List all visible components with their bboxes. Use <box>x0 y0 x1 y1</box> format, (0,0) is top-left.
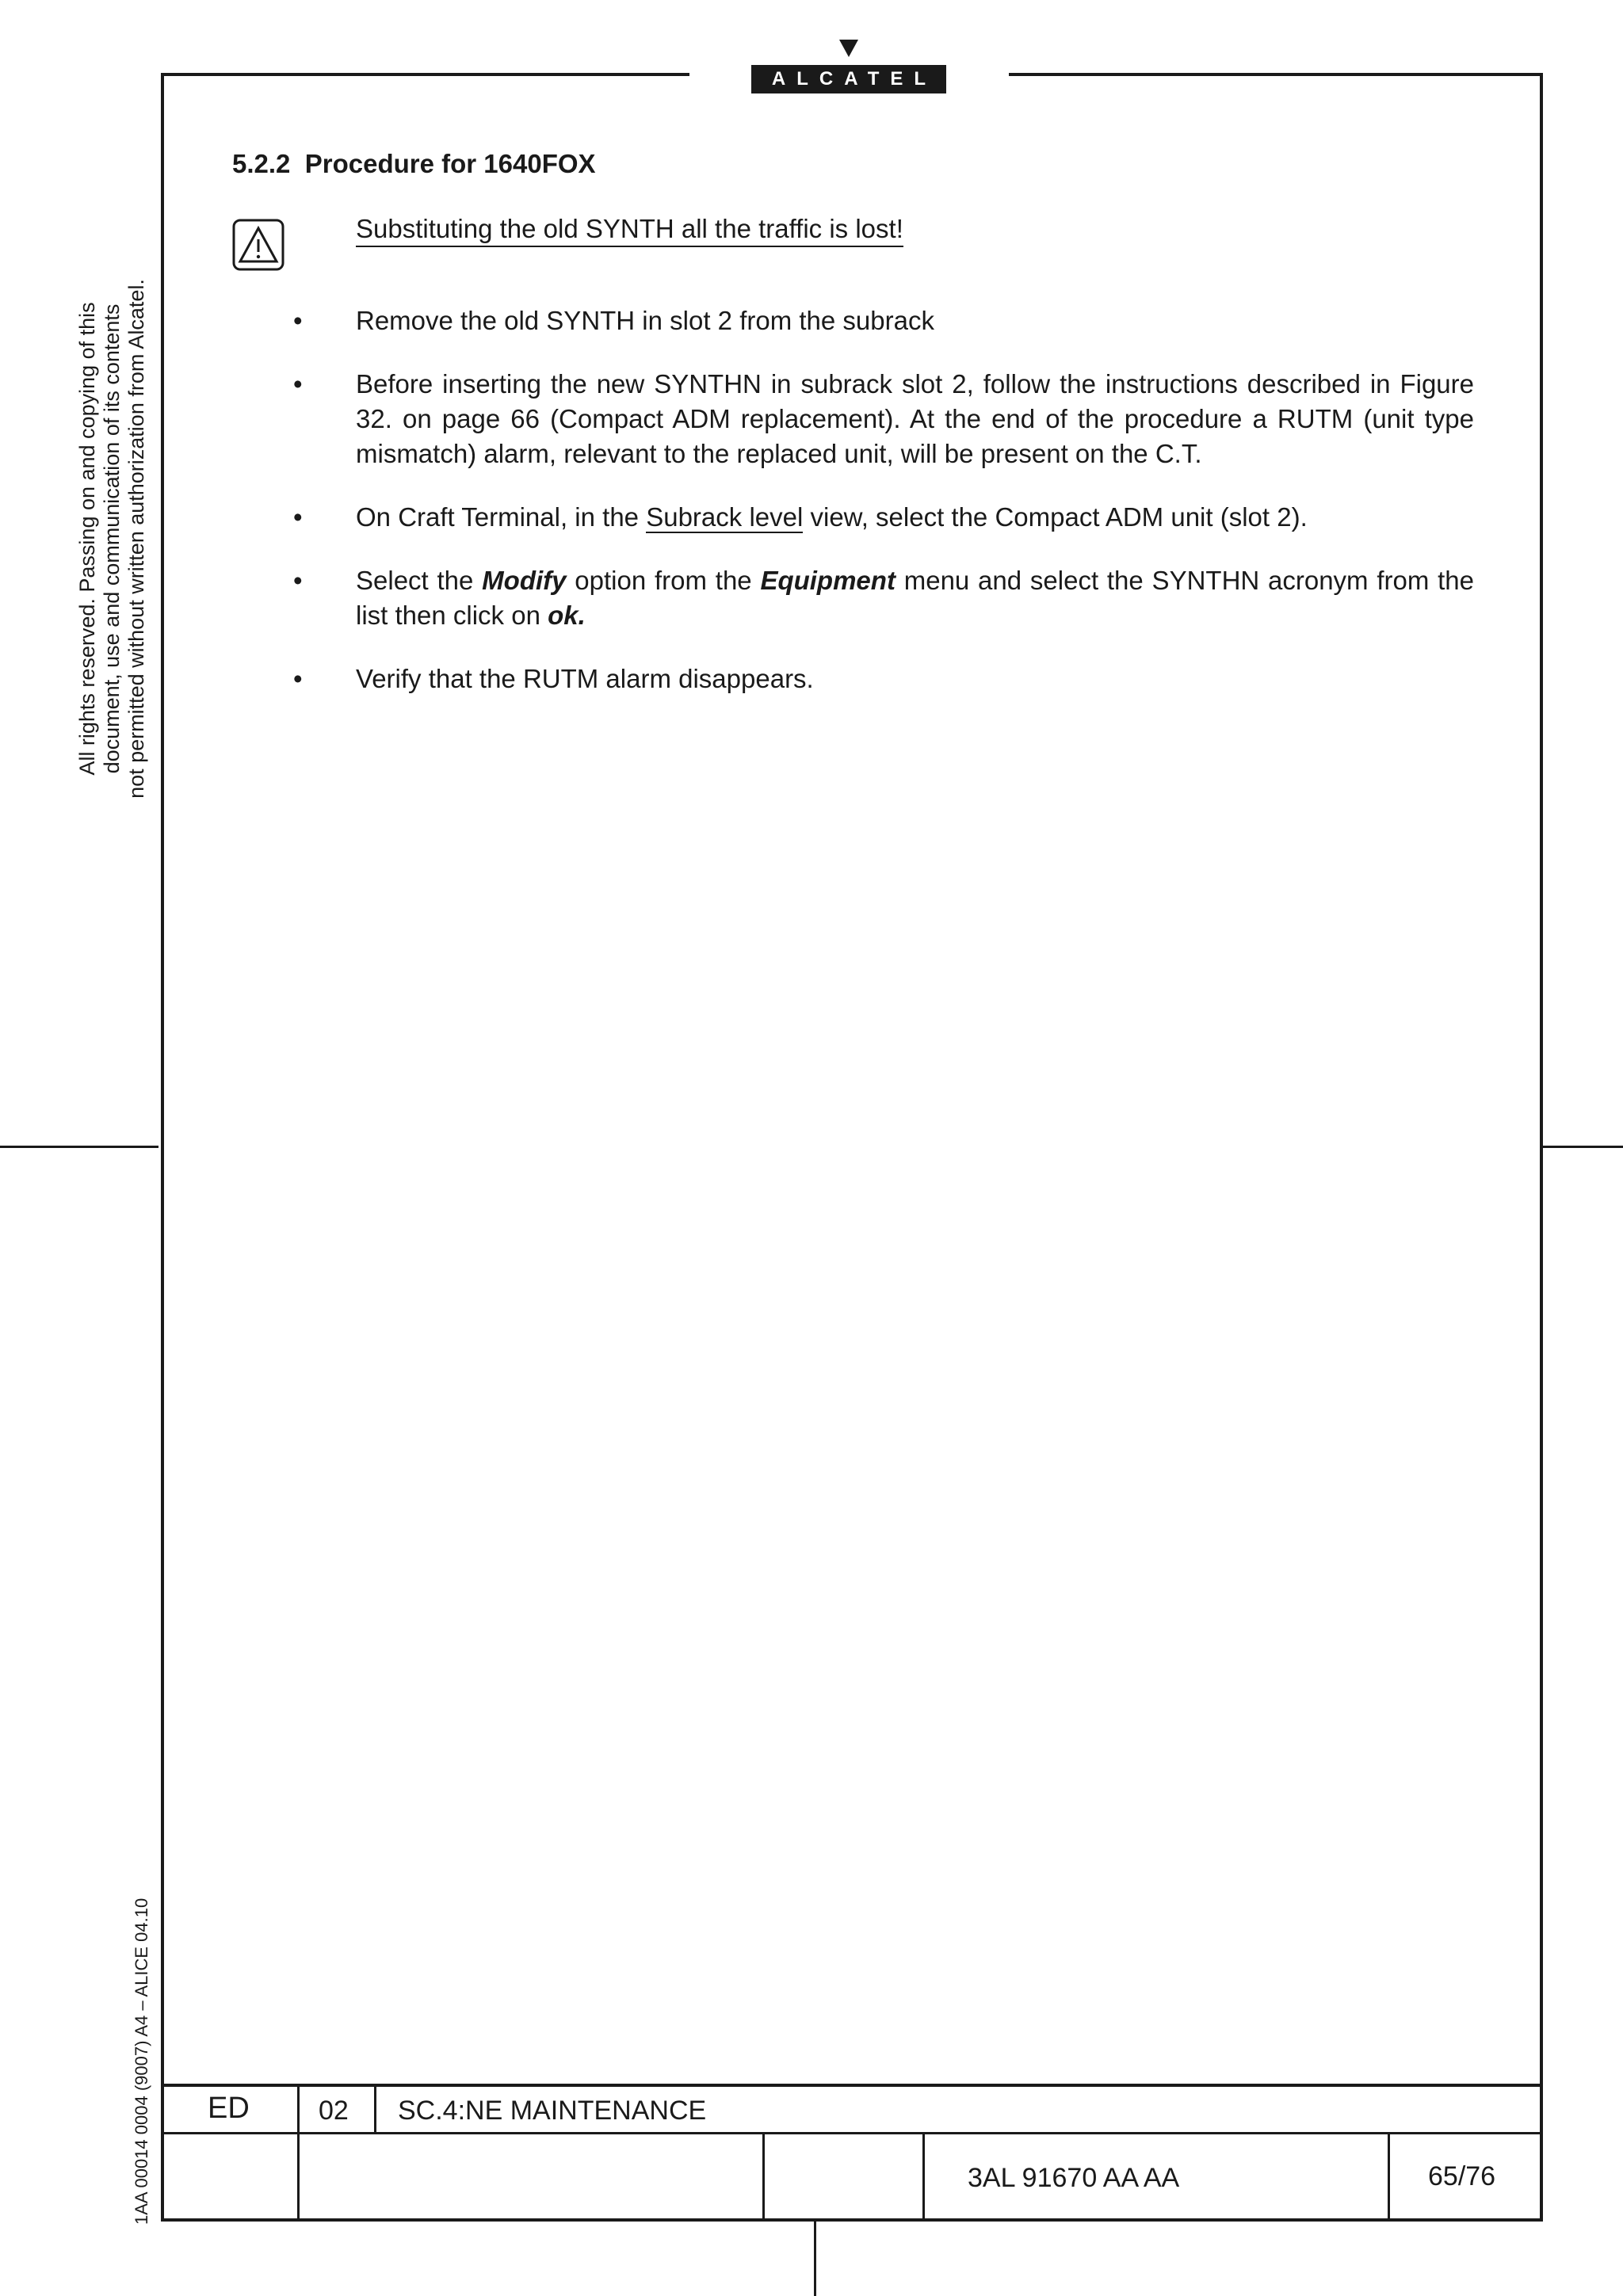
logo-text: ALCATEL <box>751 65 946 93</box>
step-text-part: menu and select the SYNTHN acronym from the list then click on <box>356 566 1474 630</box>
form-code: 1AA 00014 0004 (9007) A4 – ALICE 04.10 <box>132 1897 151 2225</box>
title-block-divider <box>922 2132 925 2220</box>
bullet-icon: • <box>293 566 303 595</box>
fold-mark-right <box>1543 1146 1623 1148</box>
bullet-icon: • <box>293 306 303 335</box>
warning-triangle-icon <box>232 219 285 271</box>
page-number: 65/76 <box>1428 2161 1496 2191</box>
title-block-divider <box>297 2084 300 2220</box>
copyright-line-1: All rights reserved. Passing on and copying of this <box>75 302 99 776</box>
section-number: 5.2.2 <box>232 149 291 178</box>
title-block-top-line <box>161 2084 1543 2087</box>
alcatel-logo <box>751 40 946 95</box>
copyright-notice <box>75 269 149 808</box>
frame-top-right-line <box>1009 73 1543 76</box>
step-item <box>293 303 1474 338</box>
step-item <box>293 563 1474 633</box>
copyright-line-3: not permitted without written authorization from Alcatel. <box>124 279 148 799</box>
section-heading <box>232 149 596 179</box>
title-block-divider <box>1388 2132 1390 2220</box>
step-text-part: option from the <box>566 566 761 595</box>
title-block-middle-line <box>161 2132 1543 2134</box>
step-item <box>293 500 1474 535</box>
frame-left-line <box>161 73 164 2222</box>
title-block-divider <box>374 2084 376 2133</box>
copyright-line-2: document, use and communication of its contents <box>100 303 124 774</box>
ok-term: ok. <box>548 601 586 630</box>
equipment-menu-term: Equipment <box>760 566 896 595</box>
edition-label: ED <box>208 2092 250 2125</box>
step-text-part: view, select the Compact ADM unit (slot 2). <box>803 502 1308 532</box>
frame-top-left-line <box>161 73 689 76</box>
bullet-icon: • <box>293 502 303 532</box>
bullet-icon: • <box>293 369 303 399</box>
step-text-part: On Craft Terminal, in the <box>356 502 647 532</box>
step-item <box>293 662 1474 696</box>
fold-mark-bottom <box>814 2222 816 2296</box>
warning-message: Substituting the old SYNTH all the traffic is lost! <box>356 214 903 247</box>
procedure-steps <box>293 303 1474 725</box>
step-text: Before inserting the new SYNTHN in subrack slot 2, follow the instructions described in Figure 32. on page 66 (Compact ADM replacement). At the end of the procedure a RUTM (unit type mismatch) alarm, relevant to the replaced unit, will be present on the C.T. <box>356 369 1474 468</box>
fold-mark-left <box>0 1146 158 1148</box>
subrack-level-reference: Subrack level <box>646 502 804 532</box>
frame-bottom-line <box>161 2218 1543 2222</box>
step-text: Remove the old SYNTH in slot 2 from the subrack <box>356 306 934 335</box>
step-text: Verify that the RUTM alarm disappears. <box>356 664 814 693</box>
document-code: 3AL 91670 AA AA <box>968 2163 1180 2193</box>
modify-option-term: Modify <box>482 566 567 595</box>
logo-triangle-icon <box>839 40 858 57</box>
title-block-divider <box>762 2132 765 2220</box>
section-title: Procedure for 1640FOX <box>304 149 596 178</box>
step-item <box>293 367 1474 471</box>
step-text-part: Select the <box>356 566 483 595</box>
edition-number: 02 <box>319 2096 349 2126</box>
bullet-icon: • <box>293 664 303 693</box>
chapter-title: SC.4:NE MAINTENANCE <box>398 2096 707 2126</box>
